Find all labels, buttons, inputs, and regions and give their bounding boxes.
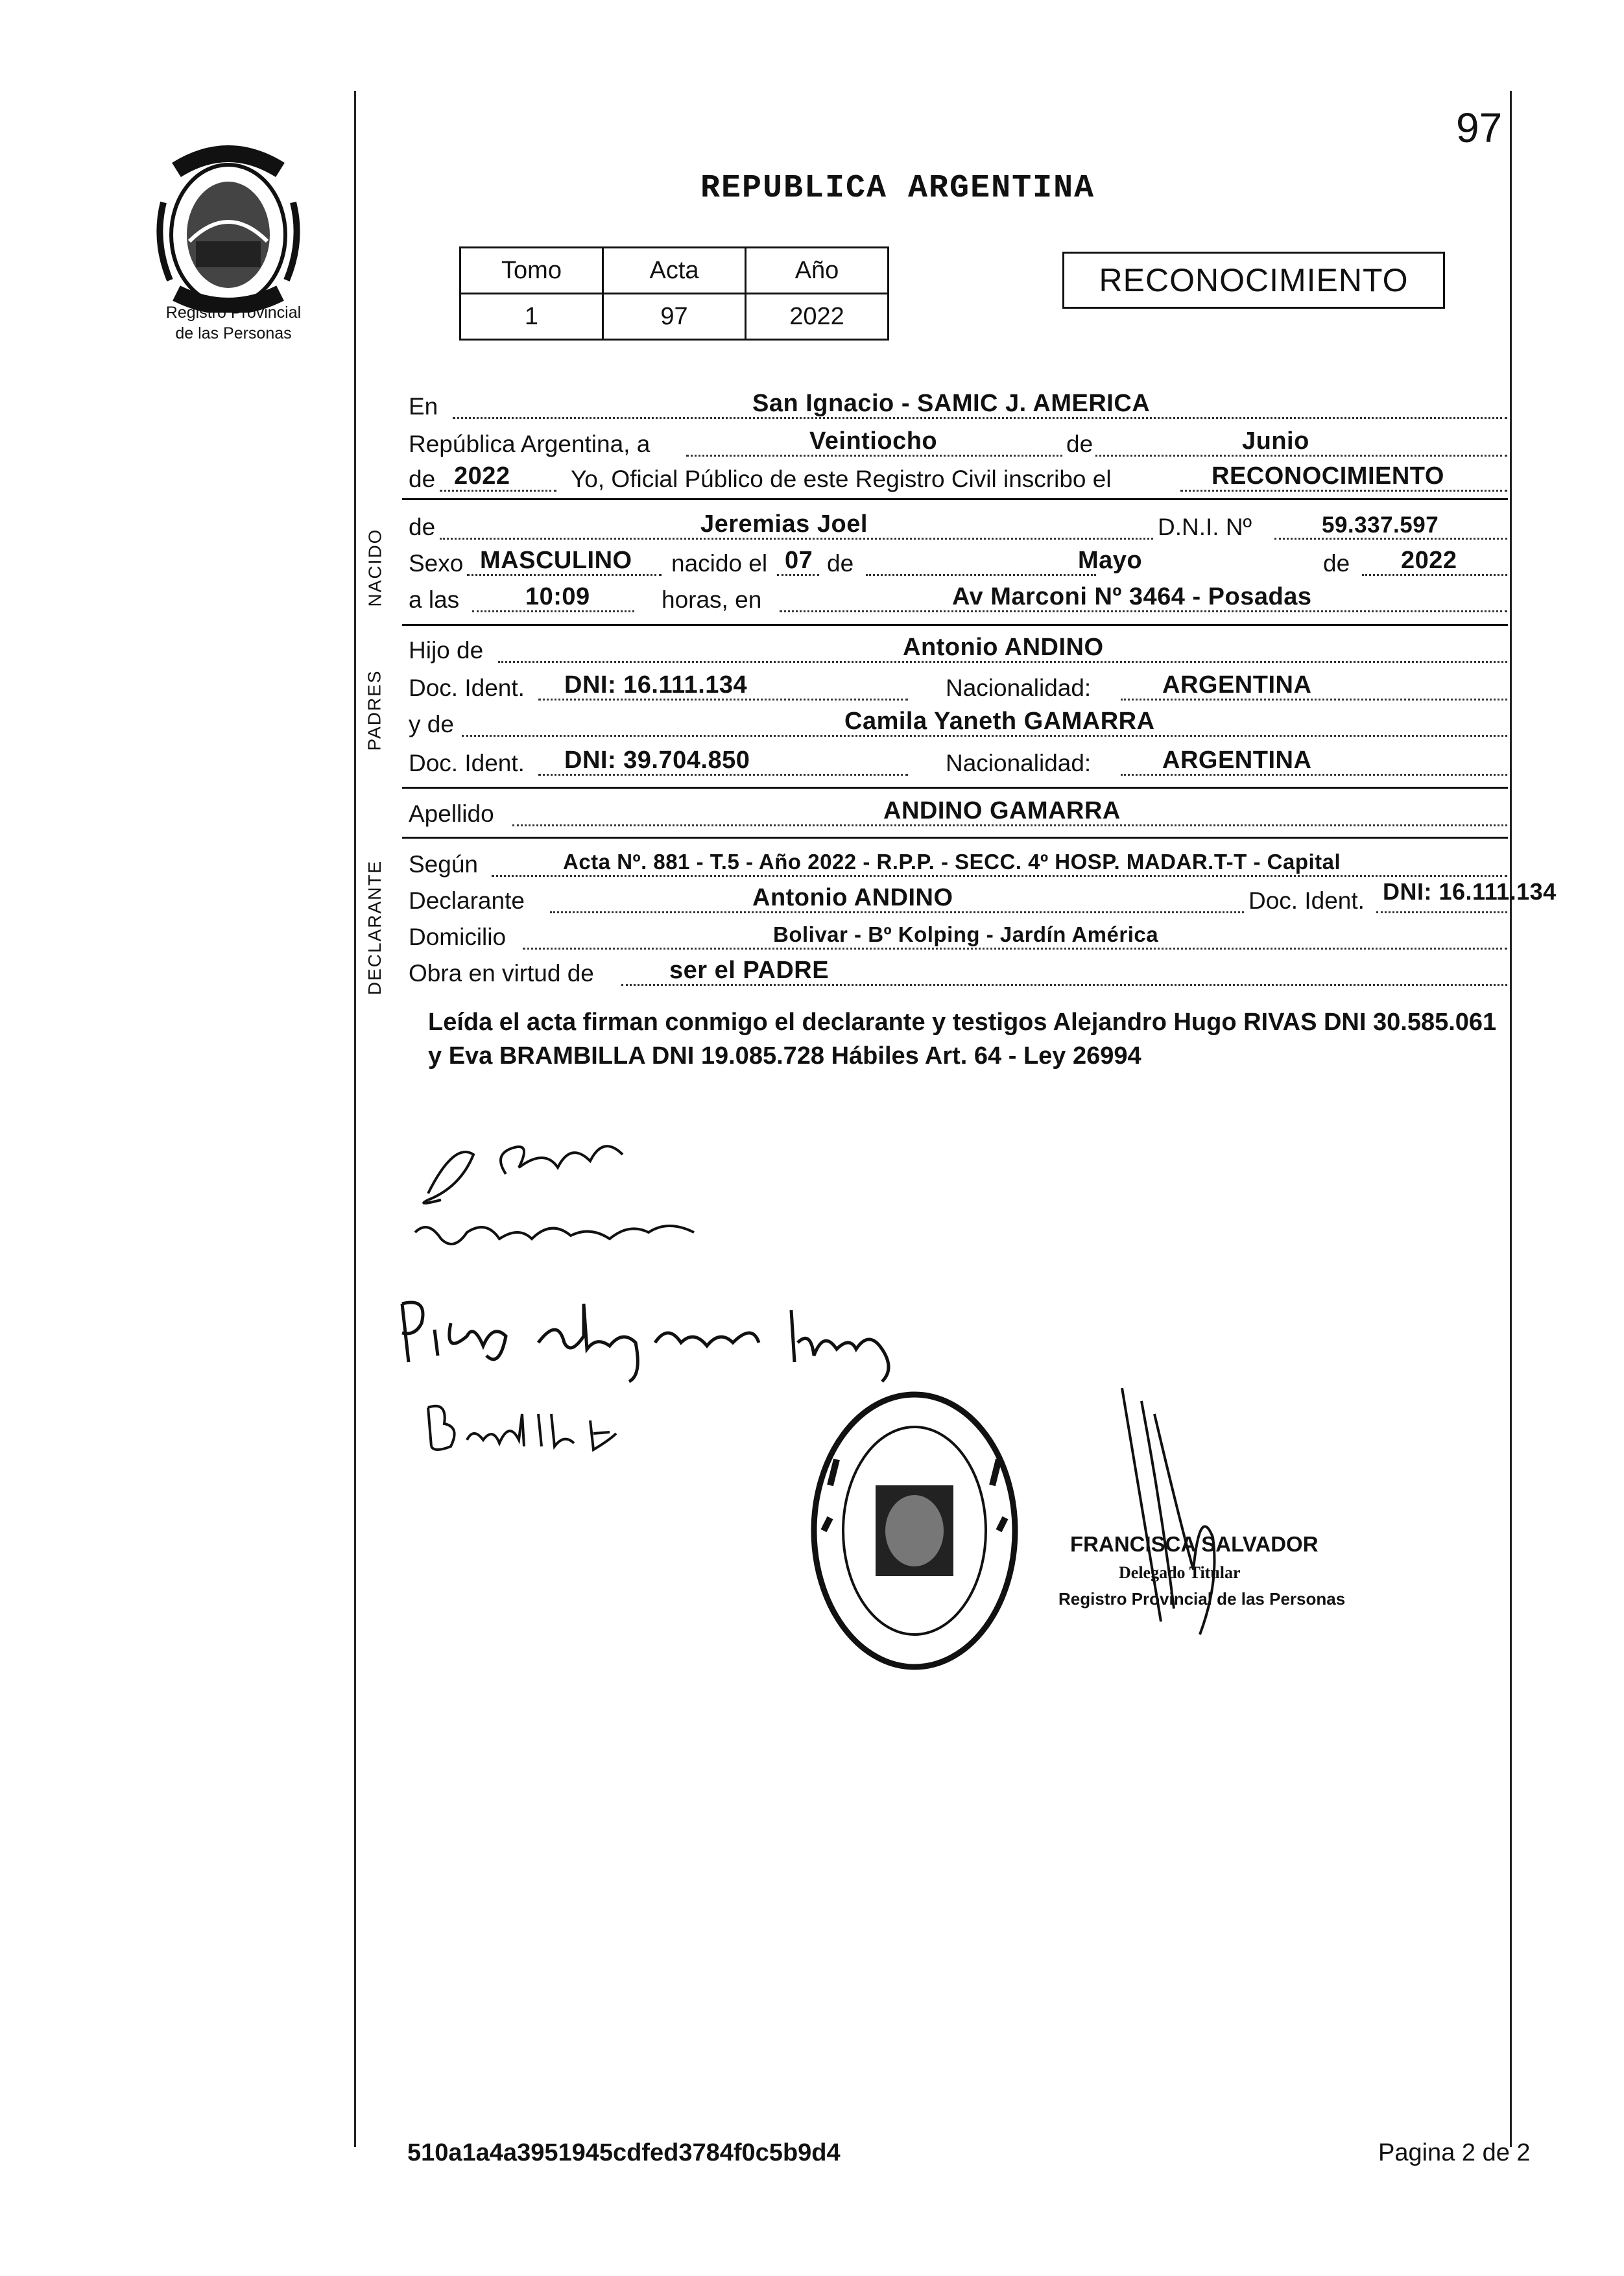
madre-value: Camila Yaneth GAMARRA (844, 708, 1155, 735)
padre-doc-label: Doc. Ident. (409, 675, 525, 701)
signature-gamarra (402, 1103, 765, 1271)
domicilio-value: Bolivar - Bº Kolping - Jardín América (773, 922, 1159, 946)
en-label: En (409, 393, 438, 420)
left-margin-line (354, 91, 356, 2147)
segun-value: Acta Nº. 881 - T.5 - Año 2022 - R.P.P. - SECC. 4º HOSP. MADAR.T-T - Capital (563, 850, 1341, 874)
oficial-text: Yo, Oficial Público de este Registro Civil inscribo el (571, 466, 1112, 492)
hijo-label: Hijo de (409, 637, 484, 664)
anio-value: 2022 (454, 462, 510, 490)
madre-doc-value: DNI: 39.704.850 (564, 747, 750, 774)
declarante-label: Declarante (409, 887, 525, 914)
register-value-row (460, 294, 889, 340)
side-label-declarante (355, 843, 394, 1012)
de3-label: de (409, 514, 436, 540)
domicilio-label: Domicilio (409, 924, 507, 950)
row-republica (409, 427, 1507, 463)
row-declarante (409, 878, 1557, 920)
mes-value: Junio (1242, 427, 1309, 455)
section-separator-3 (402, 787, 1508, 789)
row-apellido (409, 797, 1507, 833)
officer-name: FRANCISCA SALVADOR (1070, 1532, 1319, 1556)
horas-label: horas, en (662, 586, 762, 613)
row-hora (409, 582, 1507, 619)
alas-label: a las (409, 586, 460, 613)
row-padre (409, 633, 1507, 669)
registry-stamp (804, 1382, 1025, 1680)
madre-nac-label: Nacionalidad: (946, 750, 1092, 776)
nac-mes-value: Mayo (1078, 547, 1143, 574)
register-value-acta: 97 (603, 294, 746, 340)
domicilio-dots (523, 948, 1507, 950)
row-nombre (409, 510, 1507, 546)
register-value-tomo: 1 (460, 294, 603, 340)
hora-value: 10:09 (525, 583, 590, 610)
register-header-anio: Año (746, 248, 889, 294)
signature-brambilla (422, 1395, 629, 1466)
register-header-acta: Acta (603, 248, 746, 294)
logo-caption-line1: Registro Provincial (165, 304, 302, 322)
de-label: de (1064, 431, 1095, 458)
row-padre-doc (409, 671, 1507, 707)
obra-value: ser el PADRE (669, 957, 830, 984)
row-obra (409, 956, 1507, 992)
row-domicilio (409, 920, 1507, 956)
decl-doc-label: Doc. Ident. (1248, 887, 1365, 914)
section-separator-4 (402, 837, 1508, 839)
side-label-padres-text: PADRES (364, 669, 385, 751)
nac-anio-value: 2022 (1401, 547, 1457, 574)
section-separator-1 (402, 498, 1508, 500)
inscribo-value: RECONOCIMIENTO (1212, 462, 1444, 490)
register-header-row (460, 248, 889, 294)
officer-org: Registro Provincial de las Personas (1058, 1589, 1346, 1609)
obra-label: Obra en virtud de (409, 960, 594, 987)
lugar-value: Av Marconi Nº 3464 - Posadas (952, 583, 1312, 610)
nombre-value: Jeremias Joel (700, 510, 868, 538)
section-separator-2 (402, 624, 1508, 626)
row-madre (409, 707, 1507, 743)
sexo-value: MASCULINO (480, 547, 632, 574)
side-label-declarante-text: DECLARANTE (364, 859, 385, 996)
signature-rivas (389, 1284, 921, 1388)
row-en (409, 389, 1507, 425)
row-madre-doc (409, 746, 1507, 782)
register-value-anio: 2022 (746, 294, 889, 340)
madre-nac-value: ARGENTINA (1162, 747, 1312, 774)
register-table (459, 246, 889, 341)
nacido-label: nacido el (671, 550, 768, 577)
side-label-nacido-text: NACIDO (364, 528, 385, 607)
de5-label: de (1323, 550, 1350, 577)
madre-doc-label: Doc. Ident. (409, 750, 525, 776)
declarante-value: Antonio ANDINO (752, 884, 953, 911)
right-margin-line (1510, 91, 1512, 2147)
dia-value: Veintiocho (809, 427, 938, 455)
apellido-label: Apellido (409, 800, 494, 827)
padre-doc-value: DNI: 16.111.134 (564, 671, 748, 699)
decl-doc-dots (1376, 911, 1507, 913)
padre-nac-value: ARGENTINA (1162, 671, 1312, 699)
republica-label: República Argentina, a (409, 431, 651, 457)
row-inscribo (409, 462, 1507, 498)
country-heading: REPUBLICA ARGENTINA (700, 170, 1095, 207)
officer-role: Delegado Titular (1119, 1563, 1241, 1582)
apellido-value: ANDINO GAMARRA (883, 797, 1121, 824)
page-indicator: Pagina 2 de 2 (1378, 2139, 1531, 2166)
de4-label: de (827, 550, 854, 577)
nac-dia-value: 07 (785, 547, 813, 574)
decl-doc-value: DNI: 16.111.134 (1383, 878, 1557, 905)
padre-nac-label: Nacionalidad: (946, 675, 1092, 701)
document-hash: 510a1a4a3951945cdfed3784f0c5b9d4 (407, 2139, 841, 2166)
logo-caption-line2: de las Personas (175, 324, 292, 342)
register-header-tomo: Tomo (460, 248, 603, 294)
logo-caption (130, 302, 337, 344)
nac-mes-dots (866, 574, 1096, 576)
side-label-padres (355, 655, 394, 765)
padre-value: Antonio ANDINO (903, 634, 1104, 661)
yde-label: y de (409, 711, 454, 737)
row-sexo (409, 546, 1507, 582)
segun-dots (492, 875, 1507, 877)
sexo-label: Sexo (409, 550, 464, 577)
page-number: 97 (1456, 104, 1503, 151)
misiones-emblem-logo (150, 144, 306, 313)
row-segun (409, 847, 1507, 883)
dni-label: D.N.I. Nº (1158, 514, 1252, 540)
en-value: San Ignacio - SAMIC J. AMERICA (752, 390, 1151, 417)
segun-label: Según (409, 851, 478, 878)
side-label-nacido (355, 512, 394, 623)
document-type-box: RECONOCIMIENTO (1062, 252, 1445, 309)
de2-label: de (409, 466, 436, 492)
closing-text: Leída el acta firman conmigo el declarante y testigos Alejandro Hugo RIVAS DNI 30.585.061 y Eva BRAMBILLA DNI 19.085.728 Hábiles Art. 64 - Ley 26994 (428, 1009, 1497, 1070)
dni-value: 59.337.597 (1322, 512, 1439, 538)
